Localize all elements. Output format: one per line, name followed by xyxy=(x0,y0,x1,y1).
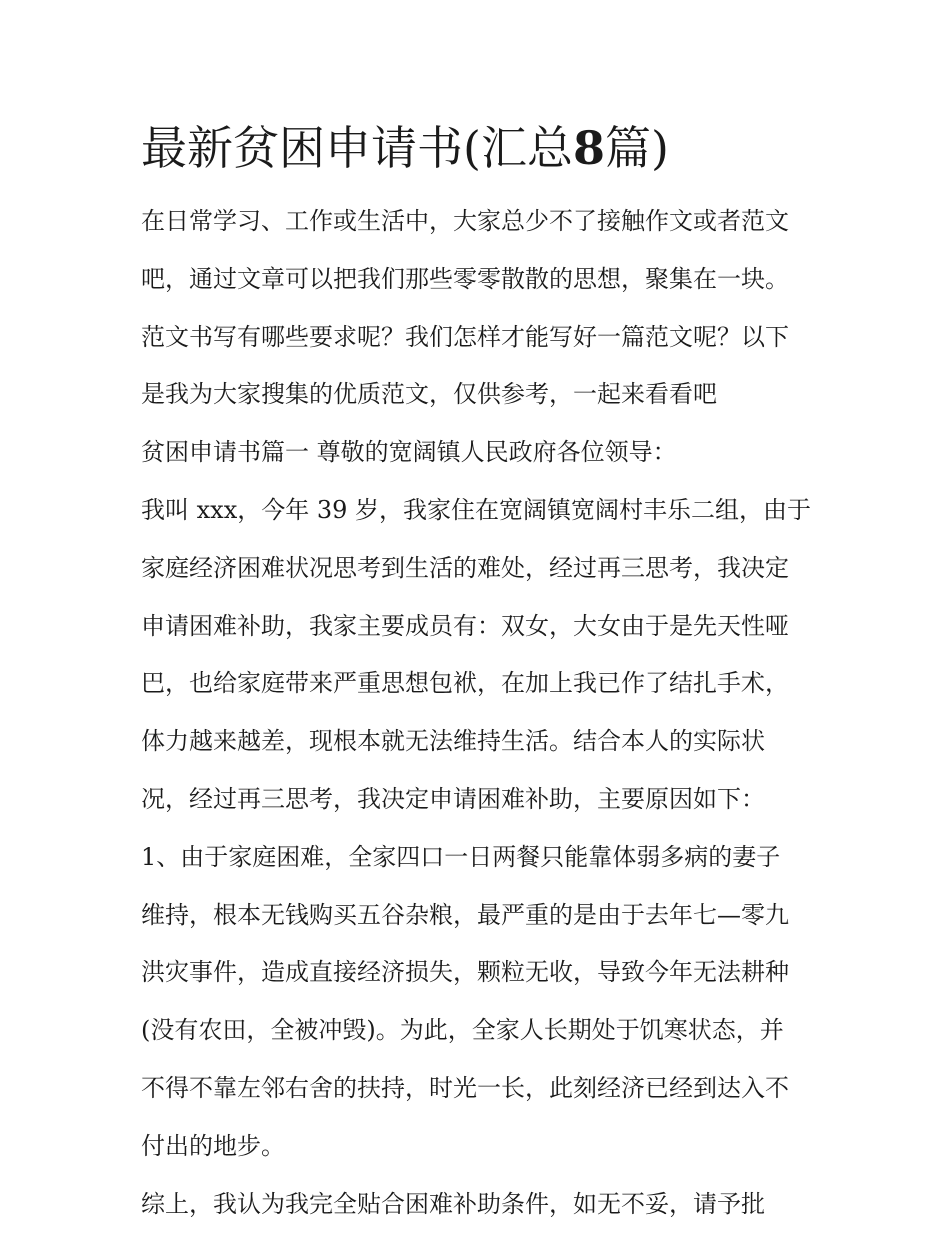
body-line: 洪灾事件，造成直接经济损失，颗粒无收，导致今年无法耕种 xyxy=(141,958,789,987)
body-line: 体力越来越差，现根本就无法维持生活。结合本人的实际状 xyxy=(141,727,765,756)
body-line: 巴，也给家庭带来严重思想包袱，在加上我已作了结扎手术， xyxy=(141,669,789,698)
section-heading: 贫困申请书篇一 尊敬的宽阔镇人民政府各位领导： xyxy=(141,438,677,467)
body-line: 申请困难补助，我家主要成员有：双女，大女由于是先天性哑 xyxy=(141,611,789,640)
body-line: 家庭经济困难状况思考到生活的难处，经过再三思考，我决定 xyxy=(141,553,789,582)
document-body xyxy=(141,193,821,1233)
body-line: 吧，通过文章可以把我们那些零零散散的思想，聚集在一块。 xyxy=(141,264,789,293)
body-line: 是我为大家搜集的优质范文，仅供参考，一起来看看吧 xyxy=(141,380,717,409)
title-main: 最新贫困申请书(汇总 xyxy=(141,121,573,175)
body-line: 在日常学习、工作或生活中，大家总少不了接触作文或者范文 xyxy=(141,207,789,235)
body-line: 综上，我认为我完全贴合困难补助条件，如无不妥，请予批 xyxy=(141,1189,765,1218)
body-line: 范文书写有哪些要求呢？我们怎样才能写好一篇范文呢？以下 xyxy=(141,322,789,351)
title-end: 篇) xyxy=(604,121,669,175)
body-line: 不得不靠左邻右舍的扶持，时光一长，此刻经济已经到达入不 xyxy=(141,1073,789,1102)
body-line: 况，经过再三思考，我决定申请困难补助，主要原因如下： xyxy=(141,784,765,813)
body-line: (没有农田，全被冲毁)。为此，全家人长期处于饥寒状态，并 xyxy=(141,1016,784,1045)
title-number: 8 xyxy=(572,121,605,175)
document-title xyxy=(141,118,841,178)
body-line: 维持，根本无钱购买五谷杂粮，最严重的是由于去年七—零九 xyxy=(141,900,789,929)
body-line: 付出的地步。 xyxy=(141,1131,285,1160)
body-line: 我叫 xxx，今年 39 岁，我家住在宽阔镇宽阔村丰乐二组，由于 xyxy=(141,495,812,524)
body-line: 1、由于家庭困难，全家四口一日两餐只能靠体弱多病的妻子 xyxy=(141,842,781,871)
